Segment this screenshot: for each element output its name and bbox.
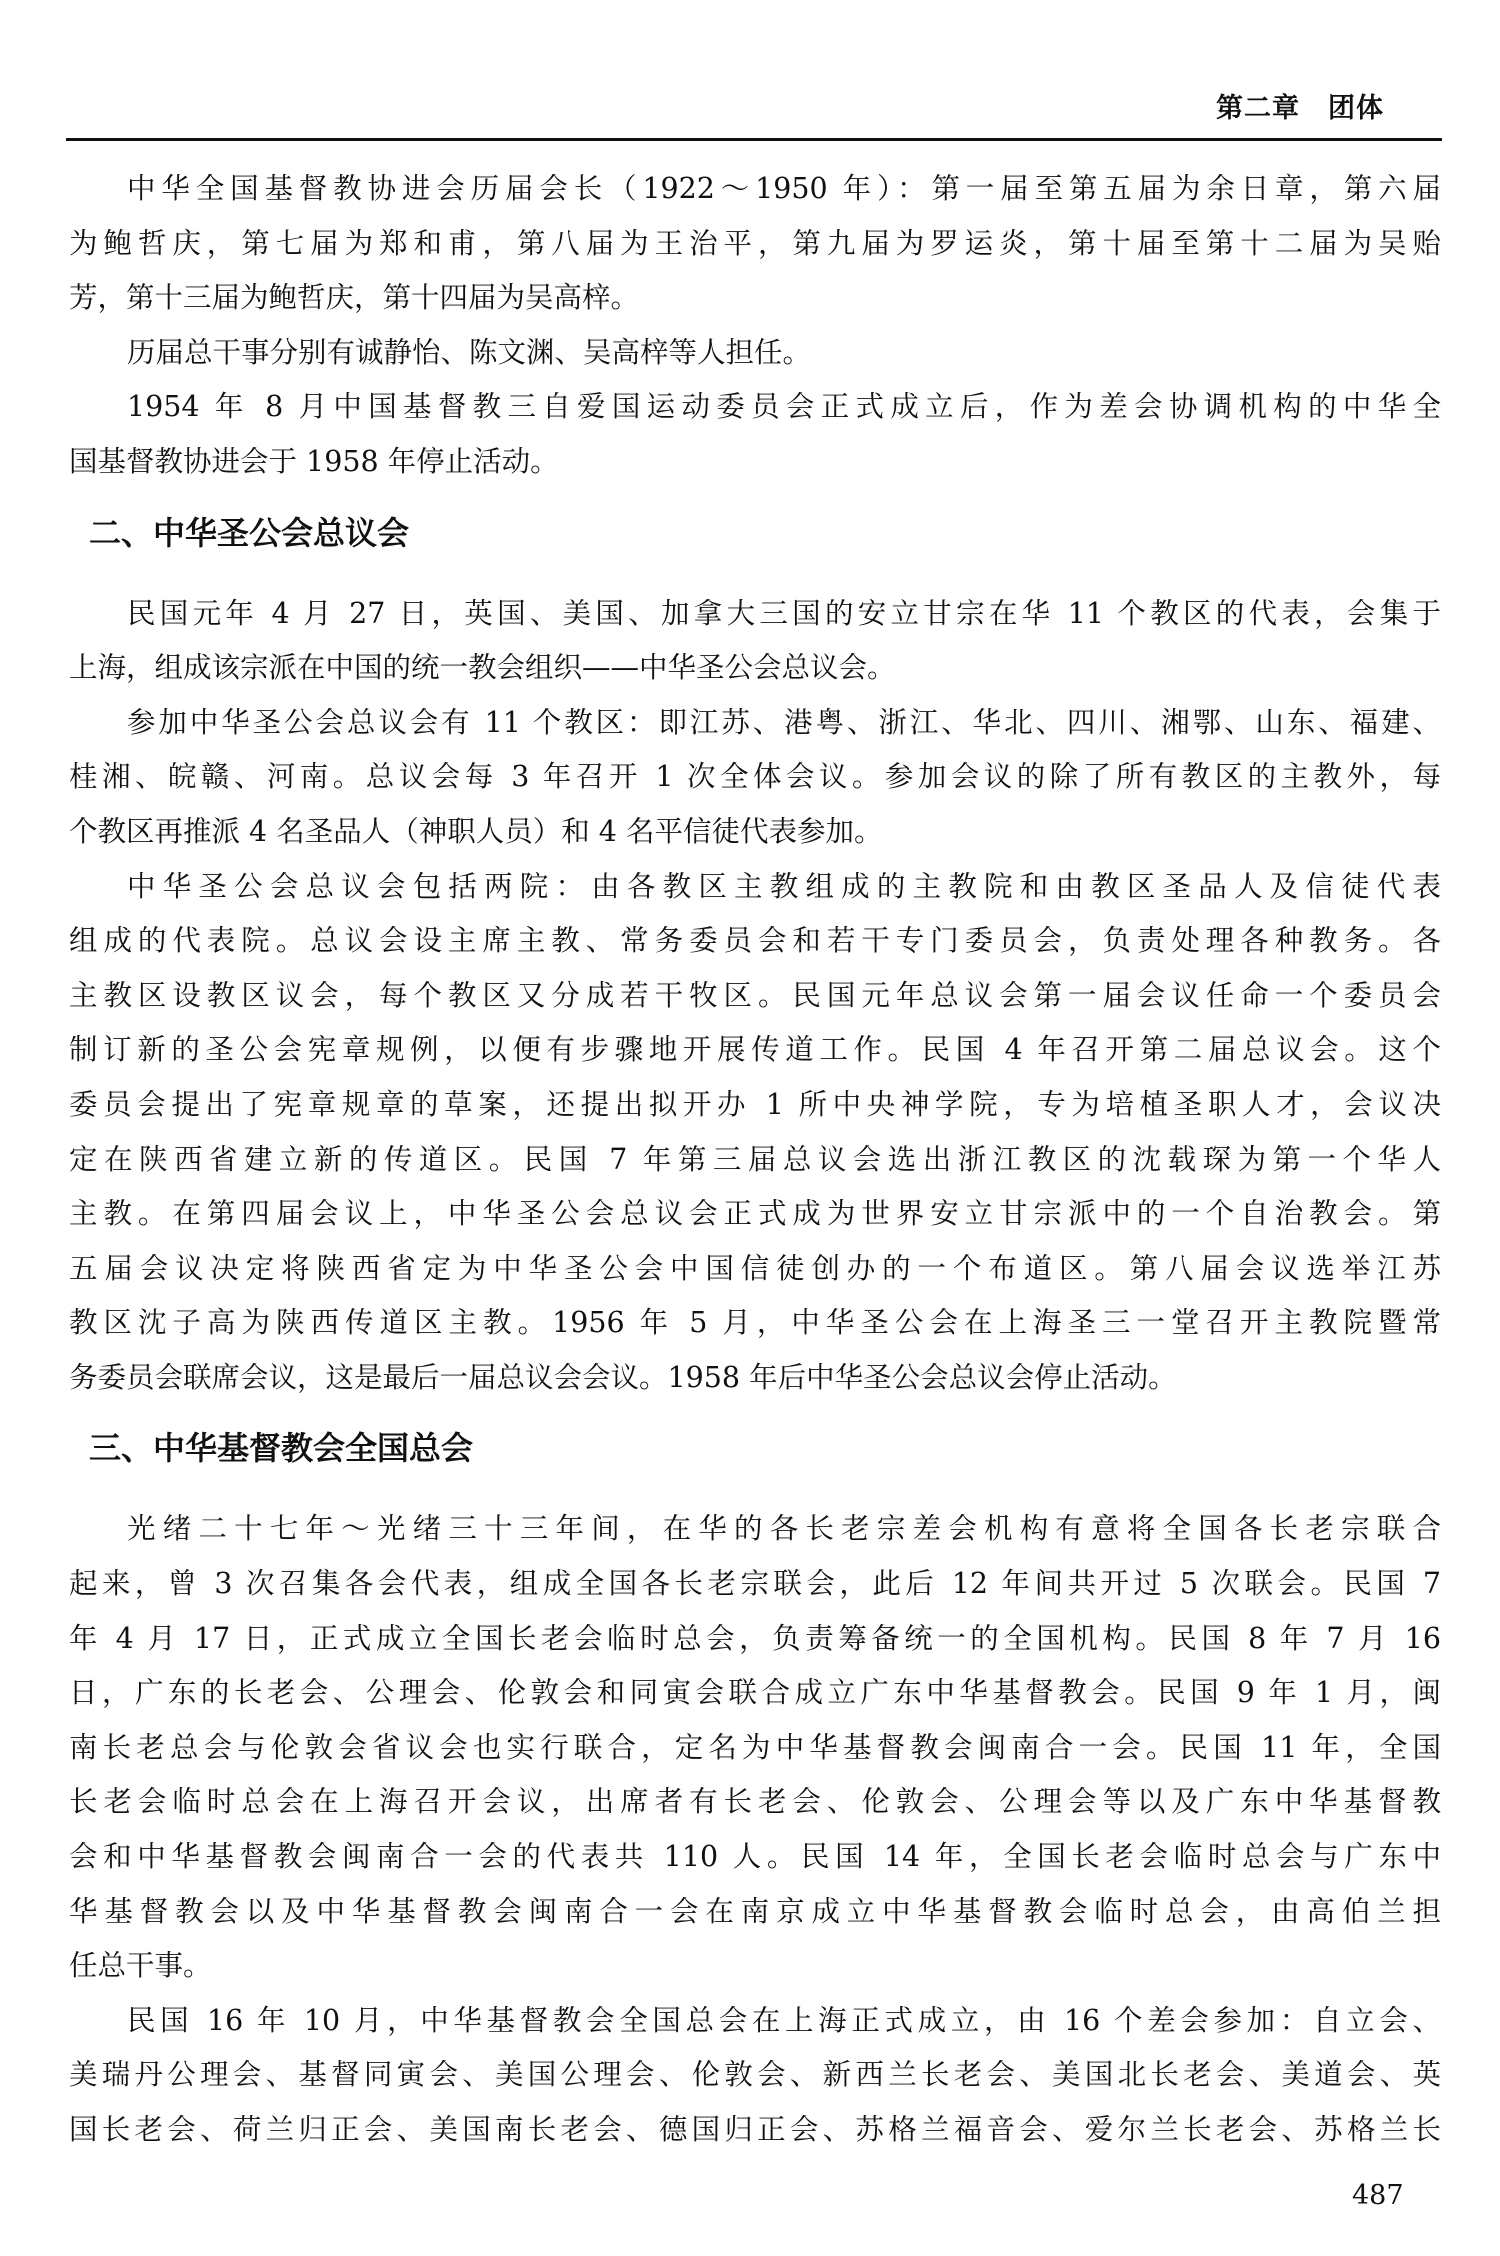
text-line: 会和中华基督教会闽南合一会的代表共 110 人。民国 14 年，全国长老会临时总会与广东中: [69, 1840, 1441, 1874]
paragraph: [69, 326, 1441, 381]
text-line: 历届总干事分别有诚静怡、陈文渊、吴高梓等人担任。: [127, 335, 812, 369]
text-line: 民国 16 年 10 月，中华基督教会全国总会在上海正式成立，由 16 个差会参加：自立会、: [127, 2003, 1441, 2037]
text-line: 华基督教会以及中华基督教会闽南合一会在南京成立中华基督教会临时总会，由高伯兰担: [69, 1894, 1441, 1928]
section-heading: 二、中华圣公会总议会: [89, 513, 410, 552]
paragraph: [69, 587, 1441, 696]
text-line: 五届会议决定将陕西省定为中华圣公会中国信徒创办的一个布道区。第八届会议选举江苏: [69, 1251, 1441, 1285]
header-rule: [66, 138, 1442, 141]
paragraph: [69, 162, 1441, 326]
text-line: 上海，组成该宗派在中国的统一教会组织——中华圣公会总议会。: [69, 651, 896, 685]
text-line: 国基督教协进会于 1958 年停止活动。: [69, 444, 559, 478]
section-heading: 三、中华基督教会全国总会: [89, 1429, 474, 1468]
paragraph: [69, 696, 1441, 860]
paragraph: [69, 860, 1441, 1406]
text-line: 参加中华圣公会总议会有 11 个教区：即江苏、港粤、浙江、华北、四川、湘鄂、山东、福建、: [127, 705, 1441, 739]
running-head-chapter: 第二章: [1216, 93, 1300, 124]
text-line: 任总干事。: [69, 1949, 212, 1983]
text-line: 光绪二十七年～光绪三十三年间，在华的各长老宗差会机构有意将全国各长老宗联合: [127, 1512, 1441, 1546]
paragraph: [69, 1502, 1441, 1993]
text-line: 制订新的圣公会宪章规例，以便有步骤地开展传道工作。民国 4 年召开第二届总议会。这个: [69, 1033, 1441, 1067]
text-line: 1954 年 8 月中国基督教三自爱国运动委员会正式成立后，作为差会协调机构的中华全: [127, 390, 1441, 424]
text-line: 年 4 月 17 日，正式成立全国长老会临时总会，负责筹备统一的全国机构。民国 8 年 7 月 16: [69, 1621, 1441, 1655]
text-line: 委员会提出了宪章规章的草案，还提出拟开办 1 所中央神学院，专为培植圣职人才，会议决: [69, 1087, 1441, 1121]
text-line: 民国元年 4 月 27 日，英国、美国、加拿大三国的安立甘宗在华 11 个教区的代表，会集于: [127, 596, 1441, 630]
text-line: 国长老会、荷兰归正会、美国南长老会、德国归正会、苏格兰福音会、爱尔兰长老会、苏格兰长: [69, 2113, 1441, 2146]
text-line: 教区沈子高为陕西传道区主教。1956 年 5 月，中华圣公会在上海圣三一堂召开主教院暨常: [69, 1306, 1441, 1340]
text-line: 主教。在第四届会议上，中华圣公会总议会正式成为世界安立甘宗派中的一个自治教会。第: [69, 1197, 1441, 1231]
text-line: 美瑞丹公理会、基督同寅会、美国公理会、伦敦会、新西兰长老会、美国北长老会、美道会、英: [69, 2058, 1441, 2092]
text-line: 长老会临时总会在上海召开会议，出席者有长老会、伦敦会、公理会等以及广东中华基督教: [69, 1785, 1441, 1819]
text-line: 主教区设教区议会，每个教区又分成若干牧区。民国元年总议会第一届会议任命一个委员会: [69, 978, 1441, 1012]
running-head-title: 团体: [1328, 93, 1384, 124]
page-number: 487: [1352, 2180, 1404, 2211]
text-line: 务委员会联席会议，这是最后一届总议会会议。1958 年后中华圣公会总议会停止活动。: [69, 1360, 1177, 1394]
text-line: 个教区再推派 4 名圣品人（神职人员）和 4 名平信徒代表参加。: [69, 814, 883, 848]
text-line: 定在陕西省建立新的传道区。民国 7 年第三届总议会选出浙江教区的沈载琛为第一个华人: [69, 1142, 1441, 1176]
running-head: [1216, 86, 1384, 125]
paragraph: [69, 1994, 1441, 2158]
text-line: 起来，曾 3 次召集各会代表，组成全国各长老宗联会，此后 12 年间共开过 5 次联会。民国 7: [69, 1567, 1441, 1601]
text-line: 中华圣公会总议会包括两院：由各教区主教组成的主教院和由教区圣品人及信徒代表: [127, 869, 1441, 903]
body-text: [69, 162, 1441, 2158]
text-line: 南长老总会与伦敦会省议会也实行联合，定名为中华基督教会闽南合一会。民国 11 年，全国: [69, 1730, 1441, 1764]
text-line: 为鲍哲庆，第七届为郑和甫，第八届为王治平，第九届为罗运炎，第十届至第十二届为吴贻: [69, 226, 1441, 260]
text-line: 日，广东的长老会、公理会、伦敦会和同寅会联合成立广东中华基督教会。民国 9 年 1 月，闽: [69, 1676, 1441, 1710]
text-line: 中华全国基督教协进会历届会长（1922～1950 年）：第一届至第五届为余日章，第六届: [127, 172, 1441, 205]
text-line: 组成的代表院。总议会设主席主教、常务委员会和若干专门委员会，负责处理各种教务。各: [69, 924, 1441, 958]
text-line: 芳，第十三届为鲍哲庆，第十四届为吴高梓。: [69, 281, 640, 315]
paragraph: [69, 380, 1441, 489]
text-line: 桂湘、皖赣、河南。总议会每 3 年召开 1 次全体会议。参加会议的除了所有教区的主教外，每: [69, 760, 1441, 794]
